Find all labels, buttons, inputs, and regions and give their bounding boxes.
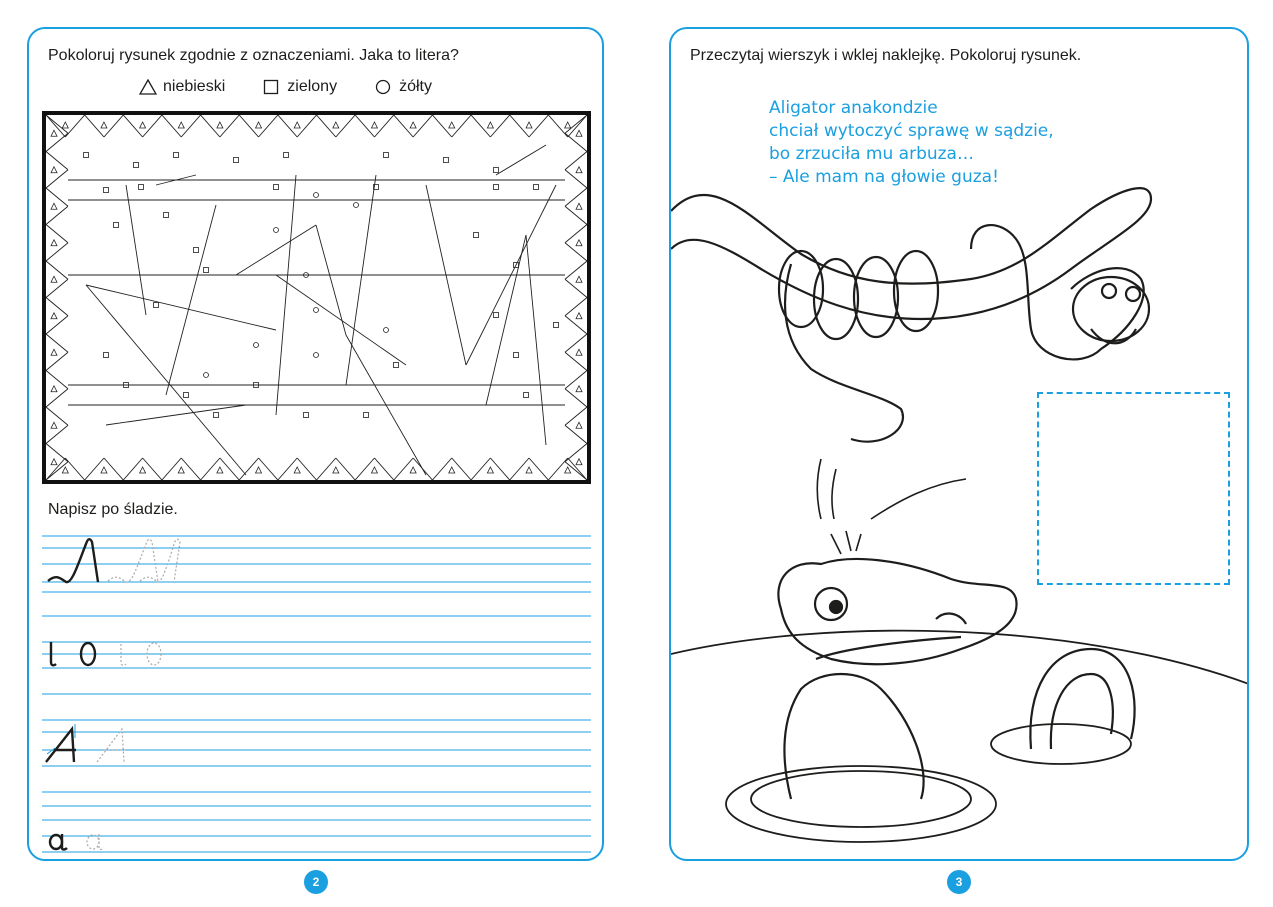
mosaic-line — [471, 458, 490, 480]
mosaic-line — [276, 275, 406, 365]
mosaic-symbol — [514, 353, 519, 358]
mosaic-line — [510, 115, 529, 137]
mosaic-line — [432, 458, 451, 480]
mosaic-line — [259, 458, 278, 480]
mosaic-symbol — [114, 223, 119, 228]
mosaic-line — [297, 458, 316, 480]
writing-row-3 — [46, 724, 126, 762]
mosaic-symbol — [384, 328, 389, 333]
writing-row-1 — [48, 539, 180, 582]
mosaic-symbol — [526, 467, 532, 473]
square-icon — [263, 79, 279, 95]
mosaic-symbol — [333, 122, 339, 128]
poem — [769, 97, 1054, 189]
mosaic-symbol — [333, 467, 339, 473]
mosaic-symbol — [384, 153, 389, 158]
mosaic-symbol — [178, 122, 184, 128]
mosaic-symbol — [51, 167, 57, 173]
mosaic-symbol — [304, 413, 309, 418]
water — [671, 631, 1247, 842]
handwriting-lines — [42, 534, 591, 854]
mosaic-symbol — [576, 313, 582, 319]
branch — [671, 188, 1151, 319]
mosaic-line — [143, 458, 162, 480]
mosaic-line — [276, 175, 296, 415]
mosaic-line — [548, 115, 567, 137]
mosaic-symbol — [101, 467, 107, 473]
mosaic-symbol — [234, 158, 239, 163]
mosaic-symbol — [314, 308, 319, 313]
mosaic-symbol — [410, 467, 416, 473]
mosaic-line — [239, 115, 258, 137]
mosaic-line — [526, 235, 546, 445]
mosaic-symbol — [576, 349, 582, 355]
mosaic-symbol — [394, 363, 399, 368]
mosaic-line — [432, 115, 451, 137]
mosaic-line — [471, 115, 490, 137]
mosaic-symbol — [174, 153, 179, 158]
mosaic-symbol — [524, 393, 529, 398]
mosaic-symbol — [51, 386, 57, 392]
mosaic-line — [548, 458, 567, 480]
mosaic-line — [181, 458, 200, 480]
circle-icon — [375, 79, 391, 95]
legend-item-square — [263, 78, 337, 96]
mosaic-symbol — [204, 373, 209, 378]
mosaic-line — [490, 458, 509, 480]
writing-instruction: Napisz po śladzie. — [48, 501, 178, 518]
mosaic-symbol — [487, 122, 493, 128]
mosaic-symbol — [104, 188, 109, 193]
mosaic-symbol — [140, 122, 146, 128]
mosaic-line — [86, 285, 246, 475]
mosaic-line — [46, 225, 68, 243]
page-number-right: 3 — [947, 870, 971, 894]
mosaic-line — [46, 407, 68, 425]
mosaic-line — [394, 458, 413, 480]
mosaic-symbol — [104, 353, 109, 358]
mosaic-symbol — [51, 130, 57, 136]
legend-label-green: zielony — [287, 78, 338, 95]
mosaic-line — [104, 115, 123, 137]
mosaic-line — [394, 115, 413, 137]
mosaic-symbol — [314, 193, 319, 198]
mosaic-line — [46, 444, 68, 462]
mosaic-line — [181, 115, 200, 137]
mosaic-line — [565, 225, 587, 243]
mosaic-symbol — [217, 122, 223, 128]
mosaic-line — [46, 152, 68, 170]
alligator — [778, 559, 1016, 799]
mosaic-symbol — [217, 467, 223, 473]
mosaic-line — [46, 371, 68, 389]
mosaic-symbol — [494, 313, 499, 318]
mosaic-symbol — [576, 422, 582, 428]
legend-item-triangle — [139, 78, 225, 96]
mosaic-symbol — [364, 413, 369, 418]
mosaic-symbol — [474, 233, 479, 238]
mosaic-symbol — [494, 185, 499, 190]
mosaic-line — [239, 458, 258, 480]
mosaic-symbol — [576, 240, 582, 246]
mosaic-symbol — [576, 167, 582, 173]
mosaic-symbol — [554, 323, 559, 328]
mosaic-line — [259, 115, 278, 137]
poem-instruction: Przeczytaj wierszyk i wklej naklejkę. Pokoloruj rysunek. — [690, 47, 1082, 64]
mosaic-symbol — [184, 393, 189, 398]
mosaic-symbol — [354, 203, 359, 208]
mosaic-symbol — [194, 248, 199, 253]
mosaic-line — [336, 115, 355, 137]
mosaic-symbol — [534, 185, 539, 190]
mosaic-line — [86, 285, 276, 330]
mosaic-line — [565, 298, 587, 316]
mosaic-symbol — [565, 122, 571, 128]
mosaic-symbol — [51, 313, 57, 319]
poem-line-1: Aligator anakondzie — [769, 98, 938, 118]
mosaic-line — [166, 205, 216, 395]
mosaic-line — [336, 458, 355, 480]
page-number-left: 2 — [304, 870, 328, 894]
mosaic-line — [46, 298, 68, 316]
mosaic-symbol — [294, 122, 300, 128]
mosaic-symbol — [526, 122, 532, 128]
mosaic-line — [46, 334, 68, 352]
mosaic-line — [278, 458, 297, 480]
mosaic-line — [46, 261, 68, 279]
mosaic-line — [201, 115, 220, 137]
mosaic-line — [65, 115, 84, 137]
mosaic-line — [65, 458, 84, 480]
mosaic-symbol — [576, 459, 582, 465]
mosaic-line — [565, 371, 587, 389]
mosaic-line — [220, 115, 239, 137]
mosaic-line — [529, 115, 548, 137]
mosaic-symbol — [274, 185, 279, 190]
mosaic-symbol — [139, 185, 144, 190]
mosaic-symbol — [284, 153, 289, 158]
mosaic-symbol — [576, 130, 582, 136]
mosaic-symbol — [254, 343, 259, 348]
mosaic-symbol — [371, 467, 377, 473]
mosaic-symbol — [314, 353, 319, 358]
mosaic-symbol — [576, 276, 582, 282]
legend-item-circle — [375, 78, 432, 96]
mosaic-line — [104, 458, 123, 480]
mosaic-symbol — [576, 203, 582, 209]
mosaic-line — [496, 145, 546, 175]
mosaic-line — [106, 405, 246, 425]
mosaic-symbol — [51, 422, 57, 428]
poem-line-4: – Ale mam na głowie guza! — [769, 167, 999, 187]
triangle-icon — [139, 79, 155, 95]
mosaic-symbol — [51, 276, 57, 282]
sticker-placeholder[interactable] — [1037, 392, 1230, 585]
mosaic-line — [123, 115, 142, 137]
mosaic-symbol — [134, 163, 139, 168]
mosaic-line — [297, 115, 316, 137]
mosaic-line — [413, 115, 432, 137]
mosaic-line — [355, 115, 374, 137]
mosaic-line — [46, 188, 68, 206]
mosaic-line — [565, 188, 587, 206]
mosaic-symbol — [140, 467, 146, 473]
mosaic-symbol — [214, 413, 219, 418]
mosaic-symbol — [576, 386, 582, 392]
mosaic-line — [85, 458, 104, 480]
mosaic-line — [123, 458, 142, 480]
mosaic-line — [162, 458, 181, 480]
legend-label-blue: niebieski — [163, 78, 226, 95]
mosaic-symbol — [178, 467, 184, 473]
color-by-symbol-mosaic — [42, 111, 591, 484]
mosaic-line — [317, 115, 336, 137]
mosaic-symbol — [487, 467, 493, 473]
mosaic-symbol — [256, 467, 262, 473]
mosaic-symbol — [565, 467, 571, 473]
mosaic-line — [355, 458, 374, 480]
mosaic-line — [486, 235, 526, 405]
mosaic-line — [510, 458, 529, 480]
mosaic-symbol — [51, 459, 57, 465]
mosaic-line — [278, 115, 297, 137]
mosaic-symbol — [51, 240, 57, 246]
mosaic-line — [201, 458, 220, 480]
mosaic-line — [565, 261, 587, 279]
mosaic-line — [490, 115, 509, 137]
legend-label-yellow: żółty — [399, 78, 432, 95]
motion-lines — [817, 459, 966, 554]
mosaic-line — [565, 407, 587, 425]
mosaic-line — [316, 225, 346, 335]
mosaic-symbol — [371, 122, 377, 128]
mosaic-symbol — [51, 203, 57, 209]
mosaic-line — [374, 115, 393, 137]
mosaic-symbol — [164, 213, 169, 218]
poem-line-2: chciał wytoczyć sprawę w sądzie, — [769, 121, 1054, 141]
mosaic-line — [565, 444, 587, 462]
mosaic-symbol — [62, 467, 68, 473]
mosaic-line — [317, 458, 336, 480]
mosaic-line — [565, 152, 587, 170]
mosaic-symbol — [410, 122, 416, 128]
mosaic-symbol — [101, 122, 107, 128]
snake-tail — [1030, 649, 1134, 749]
mosaic-symbol — [62, 122, 68, 128]
mosaic-symbol — [494, 168, 499, 173]
right-page — [669, 27, 1249, 861]
mosaic-line — [220, 458, 239, 480]
coloring-instruction: Pokoloruj rysunek zgodnie z oznaczeniami. Jaka to litera? — [48, 47, 459, 64]
mosaic-symbol — [294, 467, 300, 473]
mosaic-line — [374, 458, 393, 480]
mosaic-symbol — [256, 122, 262, 128]
mosaic-symbol — [84, 153, 89, 158]
mosaic-line — [452, 458, 471, 480]
mosaic-line — [85, 115, 104, 137]
mosaic-symbol — [204, 268, 209, 273]
mosaic-line — [529, 458, 548, 480]
mosaic-line — [346, 175, 376, 385]
mosaic-line — [452, 115, 471, 137]
mosaic-symbol — [154, 303, 159, 308]
mosaic-line — [162, 115, 181, 137]
mosaic-symbol — [274, 228, 279, 233]
mosaic-drawing — [46, 115, 587, 480]
writing-ruled-lines — [42, 534, 591, 854]
color-legend — [139, 78, 432, 96]
mosaic-symbol — [444, 158, 449, 163]
mosaic-symbol — [449, 467, 455, 473]
left-page — [27, 27, 604, 861]
mosaic-symbol — [51, 349, 57, 355]
mosaic-line — [143, 115, 162, 137]
mosaic-line — [565, 334, 587, 352]
poem-line-3: bo zrzuciła mu arbuza… — [769, 144, 974, 164]
mosaic-symbol — [449, 122, 455, 128]
